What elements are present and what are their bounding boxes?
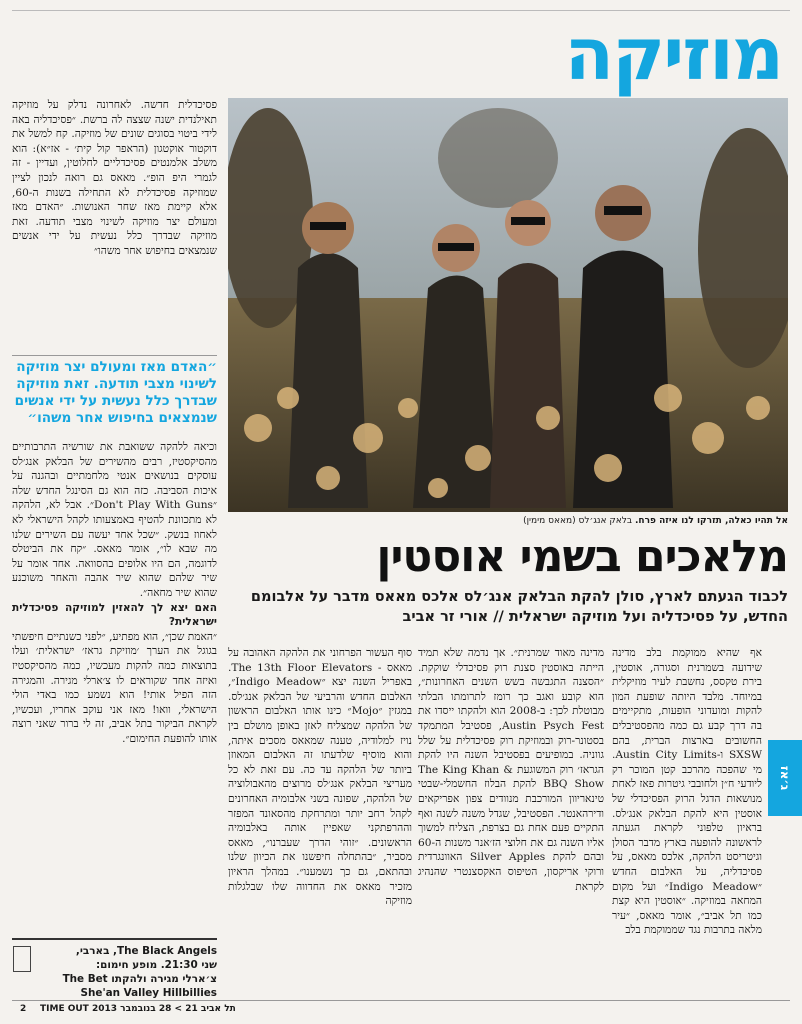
article-headline: מלאכים בשמי אוסטין bbox=[376, 531, 788, 582]
band-photo-illustration bbox=[228, 98, 788, 512]
info-line-4: She'an Valley Hillbillies bbox=[80, 987, 217, 999]
page-number: 2 bbox=[20, 1004, 27, 1014]
left-column-paragraph: פסיכדלית חדשה. לאחרונה נדלק על מוזיקה תאילנדית ישנה שצצה לה ברשת. ״פסיכדליה באה לידי ביטוי בסוגים שונים של מוזיקה. קח למשל את דוקטור אוקטגון (הראפר קול קית׳ - אז״א): הוא משלב אלמנטים פסיכדליים לחלוטין, ועדיין - זה לגמרי היפ הופ״. מאאס גם רואה לנכון לציין שמוזיקה פסיכדלית לא התחילה בשנות ה-60, אלא קיימת מאז שחר האנושות. ״האדם מאז ומעולם יצר מוזיקה לשינוי מצבי תודעה. זאת מוזיקה שבדרך כלל נעשית על ידי אנשים שנמצאים בחיפוש אחר משהו״ bbox=[12, 99, 217, 257]
info-line-1: The Black Angels, בארבי, bbox=[75, 945, 217, 957]
footer-rule bbox=[12, 1000, 790, 1001]
left-column-paragraph-2: וכיאה ללהקה ששואבת את שורשיה התרבותיים מהסיקסטיז, רבים מהשירים של הבלאק אנג׳לס עוסקים בנושאים אנטי מלחמתיים ובהגנה על איכות הסביבה. כזה הוא גם הסינגל החדש שלה ״Don't Play With Guns״. אבל לא, הלהקה לא מתכוונת להטיף באמצעותו לקהל הישראלי לא לאחוז בנשק. ״שכל אחד יעשה עם השירים שלנו מה שבא לו״, אומר מאאס. ״קח את הביטלס לדוגמה, הם היו אלופים בהסוואה. אחד אומר על שיר שלהם שהוא שיר אהבה והאחר משוכנע שהוא שיר מחאה״. bbox=[12, 441, 217, 599]
section-title: מוזיקה bbox=[564, 12, 782, 96]
pull-quote: ״האדם מאז ומעולם יצר מוזיקה לשינוי מצבי תודעה. זאת מוזיקה שבדרך כלל נעשית על ידי אנשים שנמצאים בחיפוש אחר משהו״ bbox=[12, 355, 217, 439]
photo-caption bbox=[228, 516, 788, 526]
body-column-1-text: אף שהיא ממוקמת בלב מדינה שידועה בשמרנית וסגורה, אוסטין, בירת טקסס, נחשבת לעיר מוזיקלית במיוחד. מלבד היותה שופעת המון להקות ומועדוני הופעות, מתקיימים בה דרך קבע גם כמה מהפסטיבלים החשובים בארצות הברית, בהם SXSW ו-Austin City Limits. מי שהפכה מהרכב קטן המוכר רק ליודעי ח״ן ולחובבי גיטרות פאז לאחת מנושאות הדגל הרוק הפסיכדלי של אוסטין היא להקת הבלאק אנג׳לס. בראיון טלפוני לקראת הגעתה לראשונה להופעה בארץ מדבר הסולן וגיטריסט הלהקה, אלכס מאאס, על פסיכדליה, על האלבום החדש ״Indigo Meadow״ ועל מקום המחאה במוזיקה. ״אוסטין היא קצת כמו תל אביב״, אומר מאאס, ״עיר מלאה בתרבות נגד שממוקמת בלב bbox=[612, 647, 762, 937]
info-line-2: שני 21:30. מופע חימום: bbox=[95, 959, 217, 971]
body-column-1 bbox=[612, 646, 762, 998]
body-column-2 bbox=[418, 646, 604, 998]
body-column-3 bbox=[228, 646, 412, 998]
footer-masthead: TIME OUT תל אביב 21 > 28 בנובמבר 2013 bbox=[40, 1004, 236, 1014]
body-column-2-text: מדינה מאוד שמרנית״. אך נדמה שלא תמיד הייתה באוסטין סצנת רוק פסיכדלי שוקקת. ״הסצנה התגבשה בשש השנים האחרונות״, הוא קובע ואגב כך רומז לתרומתו הבלתי מבוטלת לכך: ב-2008 הוא ולהקתו ייסדו את Austin Psych Fest, פסטיבל המתמקד בסטונר-רוק ובמוזיקת רוק פסיכדלית על שלל גווניה. במופיעים בפסטיבל השנה היו להקת הגראז׳ רוק המשוגעת The King Khan & BBQ Show להקת הבלוז החשמלי-שבטי טינאריוון המורכבת מנוודים צפון אפריקאים ודירהאנטר. הפסטיבל, שגדל משנה לשנה ואף התקיים פעם אחת גם בצרפת, הצליח למשוך אליו השנה גם את חלוצי הז׳אנר משנות ה-60 ובהם להקת Silver Apples האוונגרדית ורוקי אריקסון, הטיפוס האקסצנטרי שהנהיג לקראת bbox=[418, 647, 604, 893]
left-column-text bbox=[12, 98, 217, 348]
top-rule bbox=[12, 10, 790, 11]
caption-bold: אל תהיו כאלה, תזרקו לנו איזה פרח. bbox=[635, 516, 788, 526]
body-column-3-text: סוף העשור הפרחוני את הלהקה האהובה על מאאס - The 13th Floor Elevators. באפריל השנה יצא ״Indigo Meadow״, האלבום החדש והרביעי של הבלאק אנג׳לס. במגזין ״Mojo״ כינו אותו האלבום הראשון של הלהקה שמצליח לאזן באופן מושלם בין נויז למלודיה, טענה שמאאס מסכים איתה, והוא מוסיף שלדעתו זה האלבום המאוזן ביותר של הלהקה עד כה. עם זאת לא כל מעריצי הבלאק אנג׳לס מרוצים מהאבולוציה של הלהקה, שפונה בשני אלבומיה האחרונים לקהל רחב יותר ומתרחקת מהסאונד המפזר וההרפתקני שאפיין אותה באלבומיה הראשונים. ״זוהי הדרך שעברנו״, מאאס מסביר, ״בהתחלה חיפשנו את הכיוון שלנו ובהתאם, גם כך נשמענו״. במהלך הראיון מזכיר מאאס את החדווה שלו שבלגלות מוזיקה bbox=[228, 647, 412, 908]
event-info-box bbox=[12, 938, 217, 1000]
article-deck: לכבוד הגעתם לארץ, סולן להקת הבלאק אנג׳לס אלכס מאאס מדבר על אלבומם החדש, על פסיכדליה ועל מוזיקה ישראלית // אורי זר אביב bbox=[250, 589, 788, 625]
caption-credit: בלאק אנג׳לס (מאאס מימין) bbox=[523, 516, 633, 526]
section-side-tab bbox=[768, 740, 802, 816]
left-column-paragraph-3: ״האמת שכן״, הוא מפתיע, ״לפני כשנתיים חיפשתי בגוגל את הערך ׳מוזיקת גראז׳ ישראלית׳ ועלו בתוצאות כמה להקות מעכשיו, כמה מהסיקסטיז ואיזה אחד שקוראים לו צ׳ארלי מגירה. והמגירה הזה הפיל אותי! הוא נשמע כמו באדי הולי הישראלי, וואו! מאז אני עוקב אחריו, ועכשיו, לקראת הביקור בתל אביב, זה לי ברור שאני רוצה אותו להופעת החימום״. bbox=[12, 630, 217, 745]
left-column-continuation bbox=[12, 440, 217, 934]
band-photo bbox=[228, 98, 788, 512]
page-footer bbox=[12, 1004, 790, 1018]
info-line-3: צ׳ארלי מגירה ולהקתו The Bet bbox=[62, 973, 217, 985]
side-tab-label: ג׳אז bbox=[778, 765, 792, 791]
interview-question: האם יצא לך להאזין למוזיקה פסיכדלית ישראלית? bbox=[12, 601, 217, 629]
